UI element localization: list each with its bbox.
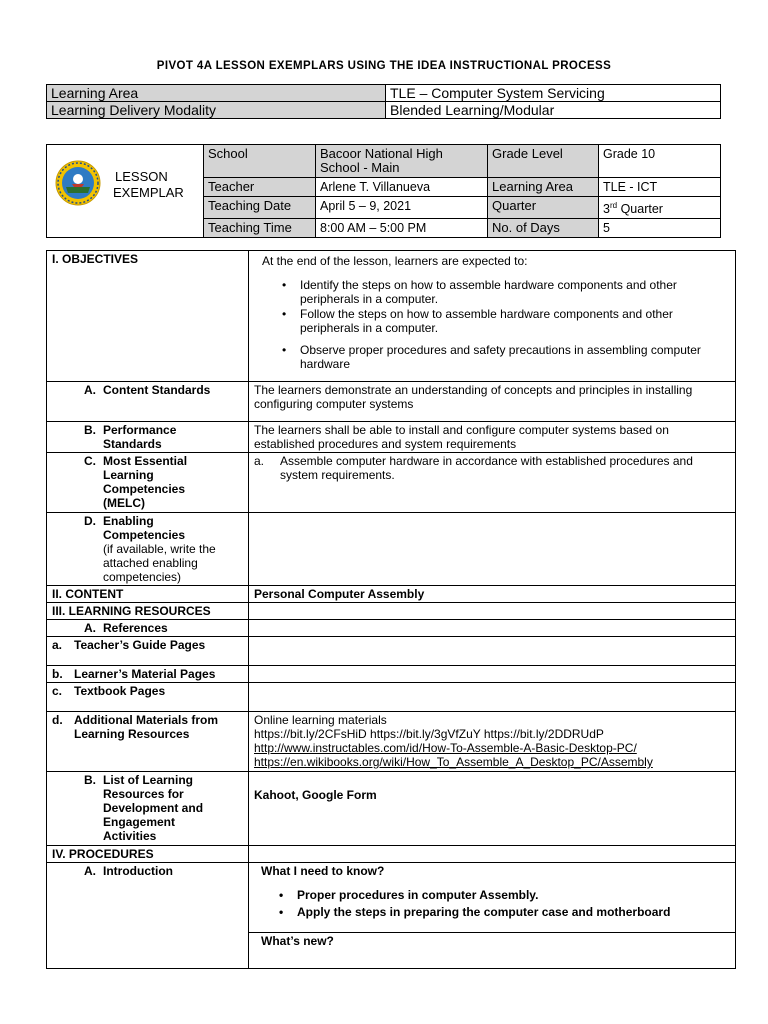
objectives-label: I. OBJECTIVES (47, 251, 249, 382)
objectives-cell (249, 251, 736, 382)
lesson-plan-table: I. OBJECTIVES At the end of the lesson, learners are expected to: • Identify the steps on how to assemble hardware components and other peripherals in a computer. • Follow the steps on how to assemble hardware components and other peripherals in a computer. • Observe proper procedures and safety precautions in assembling computer hardware A. Content Standards The learners demonstrate an understanding of concepts and principles in installing configuring computer systems B. Performance Standards The learners shall be able to install and configure computer systems based on established procedures and system requirements C. Most Essential Learning Competencies (MELC) a. Assemble computer hardware in accordance with established procedures and system requirements. D. Enabling Competencies (if available, write the attached enabling competencies) II. CONTENT Personal Computer Assembly III. LEARNING RESOURCES A. References a. Teacher’s Guide Pages b. Learner’s Material Pages c. Textbook Pages d. Additional Materials from Learning Resources Online learning materials https://bit.ly/2CFsHiD https://bit.ly/3gVfZuY https://bit.ly/2DDRUdP http://www.instructables.com/id/How-To-Assemble-A-Basic-Desktop-PC/ https://en.wikibooks.org/wiki/How_To_Assemble_A_Desktop_PC/Assembly B. List of Learning Resources for Development and Engagement Activities Kahoot, Google Form IV. PROCEDURES A. Introduction What I need to know? • Proper procedures in computer Assembly. • Apply the steps in preparing the computer case and motherboard What’s new? (46, 250, 736, 969)
introduction-list (261, 888, 730, 919)
instructables-link[interactable]: http://www.instructables.com/id/How-To-Assemble-A-Basic-Desktop-PC/ (254, 741, 637, 755)
enabling-note: (if available, write the attached enabling competencies) (103, 542, 216, 584)
quarter-value: 3rd Quarter (599, 197, 721, 219)
performance-standards-label: Performance Standards (103, 423, 177, 451)
short-links[interactable]: https://bit.ly/2CFsHiD https://bit.ly/3gVfZuY https://bit.ly/2DDRUdP (254, 727, 604, 741)
school-label: School (204, 145, 316, 178)
objectives-list (254, 278, 730, 371)
content-value: Personal Computer Assembly (249, 586, 736, 603)
objectives-intro: At the end of the lesson, learners are expected to: (262, 254, 528, 268)
content-standards-label-cell: A. Content Standards (47, 382, 249, 422)
objective-item: • Observe proper procedures and safety precautions in assembling computer hardware (254, 343, 730, 371)
melc-cell: a. Assemble computer hardware in accordance with established procedures and system requirements. (249, 453, 736, 513)
procedures-label: IV. PROCEDURES (47, 846, 249, 863)
modality-value: Blended Learning/Modular (386, 102, 721, 119)
objective-item: • Identify the steps on how to assemble hardware components and other peripherals in a computer. (254, 278, 730, 306)
wikibooks-link[interactable]: https://en.wikibooks.org/wiki/How_To_Assemble_A_Desktop_PC/Assembly (254, 755, 653, 769)
quarter-label: Quarter (488, 197, 599, 219)
resources-label: III. LEARNING RESOURCES (47, 603, 249, 620)
document-title: PIVOT 4A LESSON EXEMPLARS USING THE IDEA INSTRUCTIONAL PROCESS (156, 60, 612, 72)
time-label: Teaching Time (204, 219, 316, 238)
content-label: II. CONTENT (47, 586, 249, 603)
online-materials-heading: Online learning materials (254, 713, 387, 727)
days-value: 5 (599, 219, 721, 238)
content-standards-text: The learners demonstrate an understanding of concepts and principles in installing configuring computer systems (249, 382, 736, 422)
melc-label-cell: C. Most Essential Learning Competencies (MELC) (47, 453, 249, 513)
header-table (46, 84, 721, 119)
learners-material-label: Learner’s Material Pages (74, 667, 216, 681)
lesson-info-table (46, 144, 721, 238)
learners-material-value (249, 666, 736, 683)
days-label: No. of Days (488, 219, 599, 238)
grade-value: Grade 10 (599, 145, 721, 178)
teachers-guide-label: Teacher’s Guide Pages (74, 638, 206, 652)
textbook-value (249, 683, 736, 712)
modality-label: Learning Delivery Modality (47, 102, 386, 119)
resources-list-value: Kahoot, Google Form (249, 772, 736, 846)
additional-materials-label: Additional Materials from Learning Resources (74, 713, 219, 741)
introduction-label: Introduction (103, 864, 173, 878)
content-standards-label: Content Standards (103, 383, 211, 397)
resources-list-label: List of Learning Resources for Development and Engagement Activities (103, 773, 204, 843)
introduction-item: • Proper procedures in computer Assembly. (261, 888, 730, 902)
teacher-value: Arlene T. Villanueva (316, 178, 488, 197)
enabling-label-cell: D. Enabling Competencies (if available, write the attached enabling competencies) (47, 513, 249, 586)
area-value: TLE - ICT (599, 178, 721, 197)
melc-item: Assemble computer hardware in accordance with established procedures and system requirements. (280, 454, 693, 482)
melc-label: Most Essential Learning Competencies (MELC) (103, 454, 188, 510)
references-label: References (103, 621, 168, 635)
school-seal-logo (55, 160, 101, 206)
exemplar-line2: EXEMPLAR (113, 185, 184, 200)
school-value: Bacoor National High School - Main (316, 145, 488, 178)
date-value: April 5 – 9, 2021 (316, 197, 488, 219)
enabling-value (249, 513, 736, 586)
introduction-item: • Apply the steps in preparing the computer case and motherboard (261, 905, 730, 919)
enabling-label: Enabling Competencies (103, 514, 186, 542)
teacher-label: Teacher (204, 178, 316, 197)
area-label: Learning Area (488, 178, 599, 197)
performance-standards-label-cell: B. Performance Standards (47, 422, 249, 453)
date-label: Teaching Date (204, 197, 316, 219)
whats-new: What’s new? (249, 933, 736, 969)
what-i-need-to-know: What I need to know? (261, 864, 385, 878)
learning-area-value: TLE – Computer System Servicing (386, 85, 721, 102)
teachers-guide-value (249, 637, 736, 666)
grade-label: Grade Level (488, 145, 599, 178)
time-value: 8:00 AM – 5:00 PM (316, 219, 488, 238)
exemplar-line1: LESSON (115, 169, 168, 184)
learning-area-label: Learning Area (47, 85, 386, 102)
additional-materials-cell (249, 712, 736, 772)
introduction-cell (249, 863, 736, 933)
textbook-label: Textbook Pages (74, 684, 166, 698)
objective-item: • Follow the steps on how to assemble hardware components and other peripherals in a computer. (254, 307, 730, 335)
performance-standards-text: The learners shall be able to install and configure computer systems based on established procedures and system requirements (249, 422, 736, 453)
